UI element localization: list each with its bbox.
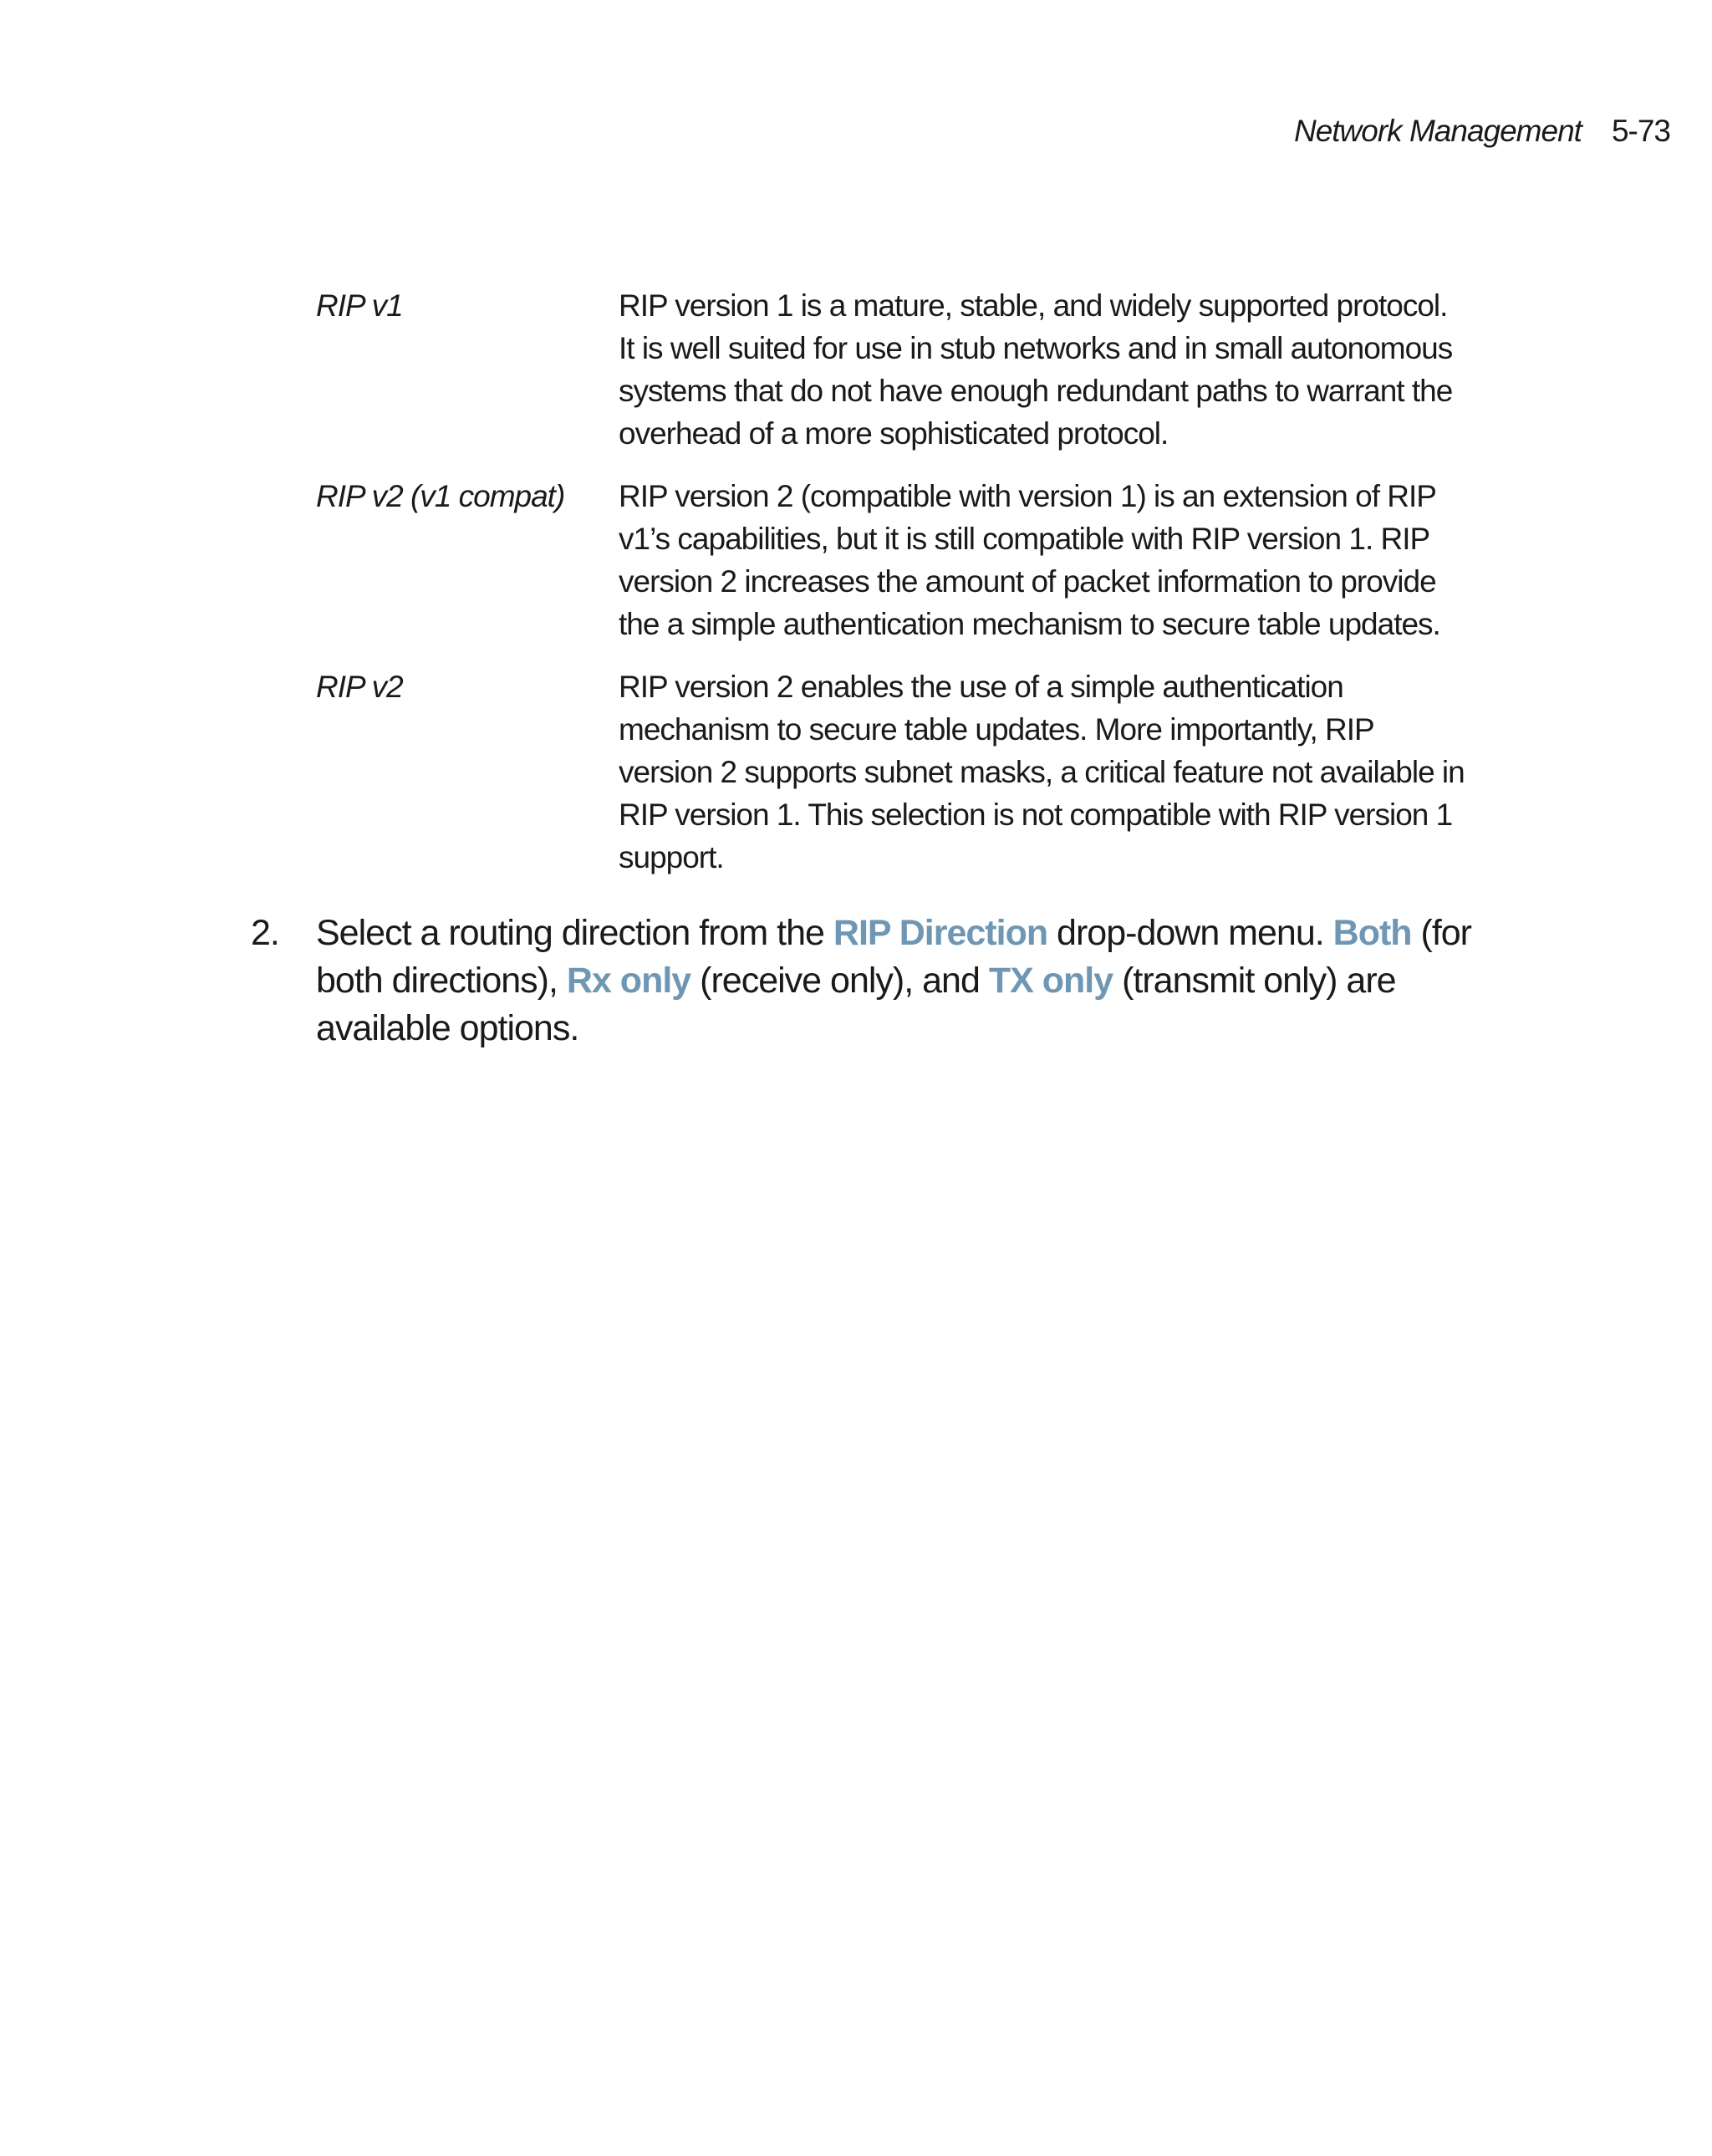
page-header [1294, 114, 1670, 149]
tx-only-option-reference: TX only [988, 961, 1113, 1001]
definition-term: RIP v1 [316, 288, 403, 323]
definition-description: RIP version 1 is a mature, stable, and widely supported protocol. It is well suited for use in stub networks and in small autonomous systems that do not have enough redundant paths to warrant the overhead of a more sophisticated protocol. [619, 288, 1453, 451]
definition-description: RIP version 2 (compatible with version 1) is an extension of RIP v1’s capabilities, but it is still compatible with RIP version 1. RIP version 2 increases the amount of packet information to provide the a simple authentication mechanism to secure table updates. [619, 479, 1440, 641]
definition-description: RIP version 2 enables the use of a simple authentication mechanism to secure table updates. More importantly, RIP version 2 supports subnet masks, a critical feature not available in RIP version 1. This selection is not compatible with RIP version 1 support. [619, 670, 1465, 874]
section-title: Network Management [1293, 114, 1582, 148]
step-number: 2. [251, 913, 279, 953]
definition-row-rip-v2 [316, 665, 1470, 879]
step-text [316, 910, 1521, 1053]
definition-row-rip-v2-v1-compat [316, 475, 1470, 645]
page-number: 5-73 [1611, 114, 1670, 148]
definition-term: RIP v2 (v1 compat) [316, 479, 565, 513]
step-text-segment: (receive only), and [690, 961, 989, 1001]
step-text-segment: Select a routing direction from the [316, 913, 833, 953]
step-2 [251, 910, 1521, 1053]
rip-direction-reference: RIP Direction [833, 913, 1048, 953]
definition-term: RIP v2 [316, 670, 403, 704]
step-text-segment: drop-down menu. [1047, 913, 1333, 953]
step-text-segment: (transmit only) are available options. [316, 961, 1396, 1048]
rip-version-definitions [316, 284, 1470, 899]
definition-row-rip-v1 [316, 284, 1470, 455]
rx-only-option-reference: Rx only [566, 961, 691, 1001]
step-text-segment: (for both directions), [316, 913, 1471, 1001]
both-option-reference: Both [1332, 913, 1412, 953]
